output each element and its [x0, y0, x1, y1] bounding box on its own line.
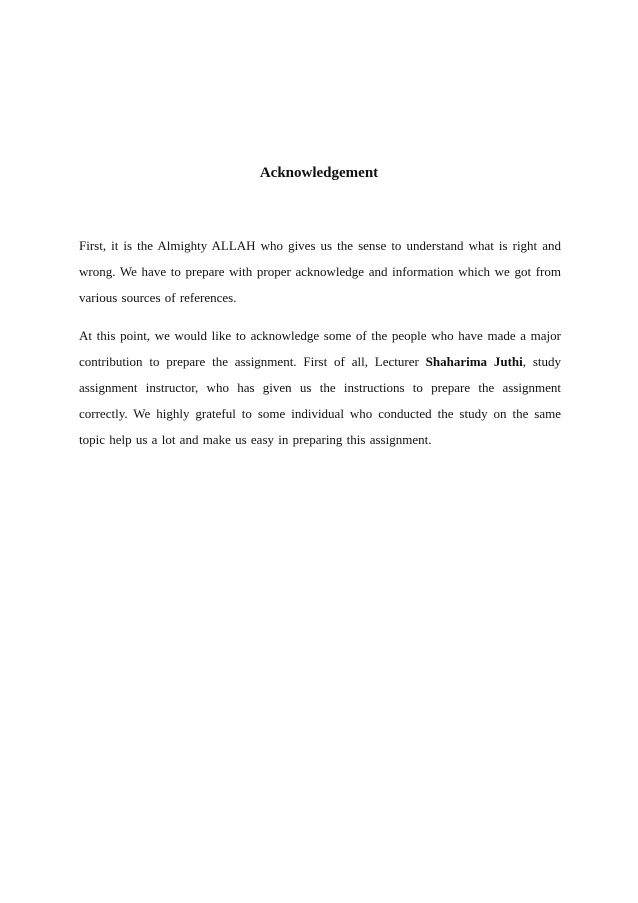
document-body — [79, 233, 561, 465]
paragraph-intro: First, it is the Almighty ALLAH who gives us the sense to understand what is right and wrong. We have to prepare with proper acknowledge and information which we got from various sources of references. — [79, 238, 561, 305]
lecturer-name: Shaharima Juthi — [425, 354, 523, 369]
paragraph-thanks-rest: , study assignment instructor, who has given us the instructions to prepare the assignment correctly. We highly grateful to some individual who conducted the study on the same topic help us a lot and make us easy in preparing this assignment. — [79, 354, 562, 447]
paragraph-thanks — [79, 323, 561, 453]
page-title: Acknowledgement — [259, 165, 379, 181]
paragraph-thanks-lead: At this point, we would like to acknowledge some of the people who have made a major contribution to prepare the assignment. First of all, Lecturer — [79, 328, 561, 369]
